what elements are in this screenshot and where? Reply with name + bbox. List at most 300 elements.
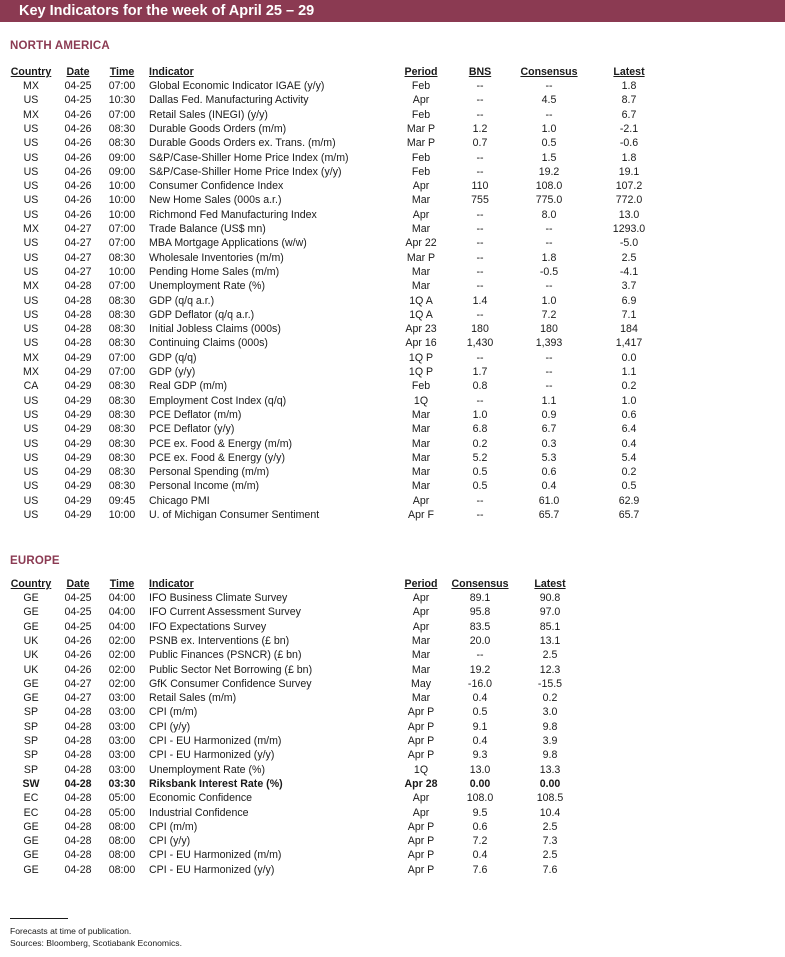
cell-latest: 0.2	[621, 466, 637, 479]
cell-bns: --	[476, 394, 484, 407]
cell-time: 08:30	[108, 308, 136, 321]
cell-consensus: --	[476, 649, 484, 662]
cell-bns: 1.2	[472, 122, 488, 135]
cell-country: US	[23, 451, 39, 464]
cell-indicator: S&P/Case-Shiller Home Price Index (m/m)	[149, 151, 349, 164]
cell-country: US	[23, 509, 39, 521]
cell-country: EC	[23, 806, 39, 819]
cell-consensus: 95.8	[469, 606, 491, 619]
cell-bns: 1.4	[472, 294, 488, 307]
cell-consensus: 61.0	[538, 494, 560, 507]
cell-country: GE	[23, 849, 39, 862]
cell-indicator: Retail Sales (m/m)	[149, 692, 237, 705]
cell-country: GE	[23, 692, 39, 705]
cell-bns: 1.0	[472, 408, 488, 421]
cell-country: MX	[23, 280, 39, 293]
cell-latest: 1.8	[621, 80, 637, 92]
cell-indicator: CPI - EU Harmonized (y/y)	[149, 749, 275, 762]
cell-period: 1Q A	[409, 308, 433, 321]
column-header-country: Country	[10, 66, 52, 78]
cell-indicator: Pending Home Sales (m/m)	[149, 265, 280, 278]
cell-indicator: S&P/Case-Shiller Home Price Index (y/y)	[149, 165, 342, 178]
cell-country: EC	[23, 792, 39, 805]
cell-indicator: CPI - EU Harmonized (m/m)	[149, 735, 282, 747]
cell-latest: 0.4	[621, 437, 637, 450]
cell-consensus: 0.4	[472, 692, 488, 705]
cell-period: May	[410, 677, 432, 690]
cell-date: 04-27	[64, 677, 92, 690]
cell-country: SP	[23, 720, 39, 733]
cell-date: 04-28	[64, 308, 92, 321]
cell-bns: --	[476, 208, 484, 221]
cell-period: Mar P	[406, 137, 436, 150]
cell-bns: --	[476, 80, 484, 92]
column-header-latest: Latest	[613, 66, 645, 78]
cell-time: 08:30	[108, 122, 136, 135]
cell-period: Feb	[411, 151, 431, 164]
cell-consensus: 0.00	[469, 777, 491, 790]
cell-country: MX	[23, 108, 39, 121]
column-header-date: Date	[66, 66, 90, 78]
cell-indicator: GDP (q/q a.r.)	[149, 294, 215, 307]
cell-period: Apr P	[407, 720, 435, 733]
cell-latest: -0.6	[619, 137, 639, 150]
cell-time: 10:00	[108, 265, 136, 278]
cell-latest: 7.3	[542, 835, 558, 848]
cell-time: 07:00	[108, 280, 136, 293]
cell-indicator: New Home Sales (000s a.r.)	[149, 194, 282, 207]
cell-time: 03:00	[108, 735, 136, 747]
cell-indicator: IFO Current Assessment Survey	[149, 606, 301, 619]
cell-country: SP	[23, 763, 39, 776]
cell-bns: 110	[471, 180, 489, 193]
cell-indicator: Consumer Confidence Index	[149, 180, 284, 193]
cell-consensus: 19.2	[538, 165, 560, 178]
cell-time: 03:00	[108, 749, 136, 762]
cell-period: Apr P	[407, 820, 435, 833]
cell-period: Apr F	[408, 509, 434, 521]
cell-consensus: 7.6	[472, 863, 488, 876]
cell-bns: 0.5	[472, 466, 488, 479]
cell-indicator: PCE ex. Food & Energy (m/m)	[149, 437, 293, 450]
cell-date: 04-28	[64, 294, 92, 307]
cell-consensus: 0.6	[541, 466, 557, 479]
cell-latest: 772.0	[615, 194, 643, 207]
cell-country: US	[23, 466, 39, 479]
cell-consensus: --	[545, 223, 553, 235]
cell-indicator: CPI (m/m)	[149, 820, 198, 833]
cell-date: 04-27	[64, 223, 92, 235]
cell-latest: 19.1	[618, 165, 640, 178]
cell-bns: --	[476, 237, 484, 250]
cell-consensus: 775.0	[535, 194, 563, 207]
cell-latest: 6.7	[621, 108, 637, 121]
cell-indicator: Richmond Fed Manufacturing Index	[149, 208, 317, 221]
cell-country: US	[23, 337, 39, 350]
cell-indicator: CPI - EU Harmonized (m/m)	[149, 849, 282, 862]
cell-country: US	[23, 294, 39, 307]
cell-consensus: 1,393	[535, 337, 563, 350]
cell-indicator: IFO Business Climate Survey	[149, 592, 288, 604]
cell-time: 04:00	[108, 606, 136, 619]
cell-latest: 3.0	[542, 706, 558, 719]
cell-date: 04-26	[64, 208, 92, 221]
cell-latest: 5.4	[621, 451, 637, 464]
cell-country: GE	[23, 592, 39, 604]
cell-period: Apr	[412, 620, 430, 633]
cell-period: Feb	[411, 380, 431, 393]
cell-period: Apr 16	[405, 337, 437, 350]
cell-date: 04-29	[64, 366, 92, 378]
cell-latest: 184	[620, 323, 638, 336]
cell-date: 04-26	[64, 122, 92, 135]
column-header-bns: BNS	[468, 66, 492, 78]
cell-time: 04:00	[108, 592, 136, 604]
cell-time: 08:30	[108, 294, 136, 307]
cell-indicator: CPI (m/m)	[149, 706, 198, 719]
cell-date: 04-29	[64, 351, 92, 364]
cell-date: 04-28	[64, 735, 92, 747]
cell-latest: 1.8	[621, 151, 637, 164]
cell-period: Feb	[411, 165, 431, 178]
cell-indicator: Personal Income (m/m)	[149, 480, 260, 493]
cell-country: US	[23, 165, 39, 178]
cell-time: 08:30	[108, 337, 136, 350]
cell-consensus: --	[545, 237, 553, 250]
cell-date: 04-28	[64, 706, 92, 719]
cell-date: 04-29	[64, 466, 92, 479]
cell-country: US	[23, 480, 39, 493]
cell-date: 04-29	[64, 408, 92, 421]
cell-indicator: Riksbank Interest Rate (%)	[149, 777, 283, 790]
cell-date: 04-28	[64, 820, 92, 833]
cell-latest: 62.9	[618, 494, 640, 507]
cell-country: MX	[23, 223, 39, 235]
cell-date: 04-25	[64, 620, 92, 633]
cell-time: 07:00	[108, 237, 136, 250]
cell-latest: 3.9	[542, 735, 558, 747]
cell-consensus: 0.3	[541, 437, 557, 450]
cell-latest: 9.8	[542, 720, 558, 733]
cell-country: SP	[23, 706, 39, 719]
cell-period: Mar	[411, 649, 431, 662]
cell-period: Mar	[411, 480, 431, 493]
cell-latest: 7.6	[542, 863, 558, 876]
cell-indicator: Employment Cost Index (q/q)	[149, 394, 287, 407]
cell-date: 04-28	[64, 749, 92, 762]
cell-period: Mar	[411, 280, 431, 293]
cell-country: US	[23, 394, 39, 407]
cell-time: 08:30	[108, 451, 136, 464]
cell-date: 04-28	[64, 792, 92, 805]
cell-country: US	[23, 122, 39, 135]
cell-latest: 2.5	[542, 649, 558, 662]
cell-consensus: 180	[540, 323, 558, 336]
cell-period: Apr 28	[404, 777, 438, 790]
cell-latest: 0.6	[621, 408, 637, 421]
cell-latest: 2.5	[542, 849, 558, 862]
column-header-period: Period	[404, 578, 438, 590]
cell-date: 04-26	[64, 137, 92, 150]
column-header-country: Country	[10, 578, 52, 590]
cell-latest: 1293.0	[612, 223, 646, 235]
cell-date: 04-26	[64, 180, 92, 193]
cell-consensus: -0.5	[539, 265, 559, 278]
cell-bns: 0.5	[472, 480, 488, 493]
cell-indicator: GDP (y/y)	[149, 366, 196, 378]
cell-period: Apr P	[407, 835, 435, 848]
cell-country: GE	[23, 863, 39, 876]
cell-time: 03:00	[108, 720, 136, 733]
cell-time: 08:30	[108, 466, 136, 479]
cell-bns: --	[476, 251, 484, 264]
cell-consensus: 0.4	[472, 735, 488, 747]
cell-country: MX	[23, 80, 39, 92]
cell-country: US	[23, 494, 39, 507]
cell-consensus: 7.2	[541, 308, 557, 321]
cell-bns: --	[476, 280, 484, 293]
cell-consensus: 0.5	[541, 137, 557, 150]
cell-consensus: --	[545, 351, 553, 364]
cell-consensus: 83.5	[469, 620, 491, 633]
cell-country: US	[23, 251, 39, 264]
cell-consensus: 9.3	[472, 749, 488, 762]
cell-bns: --	[476, 494, 484, 507]
cell-indicator: Chicago PMI	[149, 494, 210, 507]
cell-indicator: Initial Jobless Claims (000s)	[149, 323, 281, 336]
cell-country: UK	[23, 634, 39, 647]
cell-indicator: CPI - EU Harmonized (y/y)	[149, 863, 275, 876]
cell-indicator: IFO Expectations Survey	[149, 620, 267, 633]
cell-country: US	[23, 408, 39, 421]
cell-country: US	[23, 323, 39, 336]
cell-period: Apr	[412, 606, 430, 619]
cell-consensus: 13.0	[469, 763, 491, 776]
cell-bns: --	[476, 351, 484, 364]
cell-latest: 108.5	[536, 792, 564, 805]
cell-bns: 180	[471, 323, 489, 336]
cell-date: 04-29	[64, 423, 92, 436]
cell-country: SW	[22, 777, 40, 790]
cell-time: 08:30	[108, 408, 136, 421]
cell-indicator: Public Finances (PSNCR) (£ bn)	[149, 649, 302, 662]
cell-latest: 0.2	[542, 692, 558, 705]
cell-period: 1Q	[413, 394, 429, 407]
cell-date: 04-28	[64, 280, 92, 293]
cell-indicator: PCE Deflator (m/m)	[149, 408, 242, 421]
cell-latest: 1,417	[615, 337, 643, 350]
column-header-indicator: Indicator	[149, 66, 194, 78]
cell-date: 04-28	[64, 337, 92, 350]
cell-consensus: 4.5	[541, 94, 557, 107]
cell-period: Apr P	[407, 735, 435, 747]
cell-country: US	[23, 423, 39, 436]
cell-date: 04-28	[64, 763, 92, 776]
cell-country: SP	[23, 735, 39, 747]
cell-period: Apr	[412, 792, 430, 805]
cell-latest: 0.2	[621, 380, 637, 393]
cell-time: 08:30	[108, 380, 136, 393]
cell-time: 03:00	[108, 763, 136, 776]
cell-time: 10:00	[108, 509, 136, 521]
cell-date: 04-26	[64, 151, 92, 164]
cell-consensus: 6.7	[541, 423, 557, 436]
cell-date: 04-25	[64, 80, 92, 92]
cell-consensus: 108.0	[535, 180, 563, 193]
cell-indicator: Retail Sales (INEGI) (y/y)	[149, 108, 268, 121]
cell-consensus: 1.5	[541, 151, 557, 164]
column-header-consensus: Consensus	[451, 578, 509, 590]
cell-indicator: Global Economic Indicator IGAE (y/y)	[149, 80, 325, 92]
cell-latest: 8.7	[621, 94, 637, 107]
cell-time: 08:30	[108, 137, 136, 150]
cell-period: Apr	[412, 806, 430, 819]
cell-indicator: Dallas Fed. Manufacturing Activity	[149, 94, 309, 107]
cell-time: 10:00	[108, 180, 136, 193]
cell-consensus: --	[545, 380, 553, 393]
cell-consensus: --	[545, 108, 553, 121]
cell-period: Mar	[411, 466, 431, 479]
cell-country: UK	[23, 649, 39, 662]
cell-date: 04-29	[64, 480, 92, 493]
cell-country: GE	[23, 606, 39, 619]
cell-country: US	[23, 194, 39, 207]
cell-latest: 65.7	[618, 509, 640, 521]
cell-consensus: 0.5	[472, 706, 488, 719]
cell-time: 07:00	[108, 351, 136, 364]
cell-country: US	[23, 137, 39, 150]
cell-consensus: 1.1	[541, 394, 557, 407]
cell-date: 04-28	[64, 863, 92, 876]
cell-indicator: GfK Consumer Confidence Survey	[149, 677, 312, 690]
cell-consensus: 0.4	[472, 849, 488, 862]
cell-time: 08:00	[108, 863, 136, 876]
cell-time: 07:00	[108, 366, 136, 378]
cell-date: 04-29	[64, 394, 92, 407]
cell-period: Feb	[411, 108, 431, 121]
cell-latest: 90.8	[539, 592, 561, 604]
cell-consensus: 7.2	[472, 835, 488, 848]
cell-period: Apr	[412, 208, 430, 221]
cell-time: 08:30	[108, 394, 136, 407]
cell-indicator: GDP Deflator (q/q a.r.)	[149, 308, 255, 321]
cell-bns: 6.8	[472, 423, 488, 436]
cell-consensus: 9.1	[472, 720, 488, 733]
footnote-divider	[10, 918, 68, 919]
cell-period: Mar	[411, 265, 431, 278]
cell-time: 08:00	[108, 835, 136, 848]
cell-latest: 13.3	[539, 763, 561, 776]
cell-indicator: CPI (y/y)	[149, 835, 191, 848]
cell-consensus: 108.0	[466, 792, 494, 805]
cell-bns: --	[476, 165, 484, 178]
cell-bns: --	[476, 94, 484, 107]
cell-time: 03:30	[108, 777, 136, 790]
section-title-europe: EUROPE	[10, 555, 60, 567]
cell-date: 04-26	[64, 663, 92, 676]
cell-time: 08:30	[108, 251, 136, 264]
cell-country: GE	[23, 677, 39, 690]
cell-country: MX	[23, 351, 39, 364]
cell-time: 02:00	[108, 663, 136, 676]
cell-bns: 755	[471, 194, 489, 207]
cell-period: Mar P	[406, 251, 436, 264]
cell-country: CA	[23, 380, 39, 393]
cell-time: 10:30	[108, 94, 136, 107]
cell-period: Mar	[411, 451, 431, 464]
cell-bns: 1.7	[472, 366, 488, 378]
cell-time: 07:00	[108, 108, 136, 121]
cell-latest: 0.0	[621, 351, 637, 364]
cell-indicator: GDP (q/q)	[149, 351, 197, 364]
cell-period: Mar	[411, 408, 431, 421]
cell-country: US	[23, 180, 39, 193]
cell-consensus: --	[545, 366, 553, 378]
cell-date: 04-26	[64, 194, 92, 207]
cell-latest: 10.4	[539, 806, 561, 819]
cell-time: 10:00	[108, 194, 136, 207]
cell-time: 08:30	[108, 423, 136, 436]
cell-indicator: Real GDP (m/m)	[149, 380, 228, 393]
cell-latest: 12.3	[539, 663, 561, 676]
cell-date: 04-27	[64, 251, 92, 264]
cell-consensus: 5.3	[541, 451, 557, 464]
cell-time: 08:30	[108, 480, 136, 493]
cell-indicator: PCE Deflator (y/y)	[149, 423, 235, 436]
cell-period: Apr	[412, 180, 430, 193]
page-title: Key Indicators for the week of April 25 – 29	[19, 3, 315, 19]
cell-consensus: 0.9	[541, 408, 557, 421]
cell-time: 02:00	[108, 677, 136, 690]
cell-country: US	[23, 265, 39, 278]
cell-country: GE	[23, 835, 39, 848]
cell-latest: 13.0	[618, 208, 640, 221]
cell-time: 08:30	[108, 323, 136, 336]
cell-time: 08:00	[108, 820, 136, 833]
cell-date: 04-27	[64, 237, 92, 250]
cell-date: 04-28	[64, 777, 92, 790]
cell-time: 07:00	[108, 223, 136, 235]
cell-indicator: Continuing Claims (000s)	[149, 337, 268, 350]
cell-latest: 1.0	[621, 394, 637, 407]
cell-date: 04-26	[64, 649, 92, 662]
cell-period: 1Q A	[409, 294, 433, 307]
cell-latest: -2.1	[619, 122, 639, 135]
cell-period: Mar P	[406, 122, 436, 135]
cell-consensus: --	[545, 280, 553, 293]
cell-latest: 97.0	[539, 606, 561, 619]
column-header-period: Period	[404, 66, 438, 78]
cell-period: Mar	[411, 437, 431, 450]
cell-indicator: Unemployment Rate (%)	[149, 280, 265, 293]
cell-country: GE	[23, 820, 39, 833]
cell-country: US	[23, 237, 39, 250]
cell-period: Mar	[411, 423, 431, 436]
cell-indicator: U. of Michigan Consumer Sentiment	[149, 509, 320, 521]
cell-indicator: Unemployment Rate (%)	[149, 763, 265, 776]
cell-consensus: 1.0	[541, 294, 557, 307]
column-header-consensus: Consensus	[520, 66, 578, 78]
cell-latest: 2.5	[542, 820, 558, 833]
cell-date: 04-29	[64, 494, 92, 507]
cell-date: 04-29	[64, 380, 92, 393]
cell-period: Apr	[412, 592, 430, 604]
cell-latest: -15.5	[537, 677, 563, 690]
cell-time: 10:00	[108, 208, 136, 221]
cell-bns: --	[476, 509, 484, 521]
cell-latest: -4.1	[619, 265, 639, 278]
column-header-time: Time	[109, 66, 135, 78]
